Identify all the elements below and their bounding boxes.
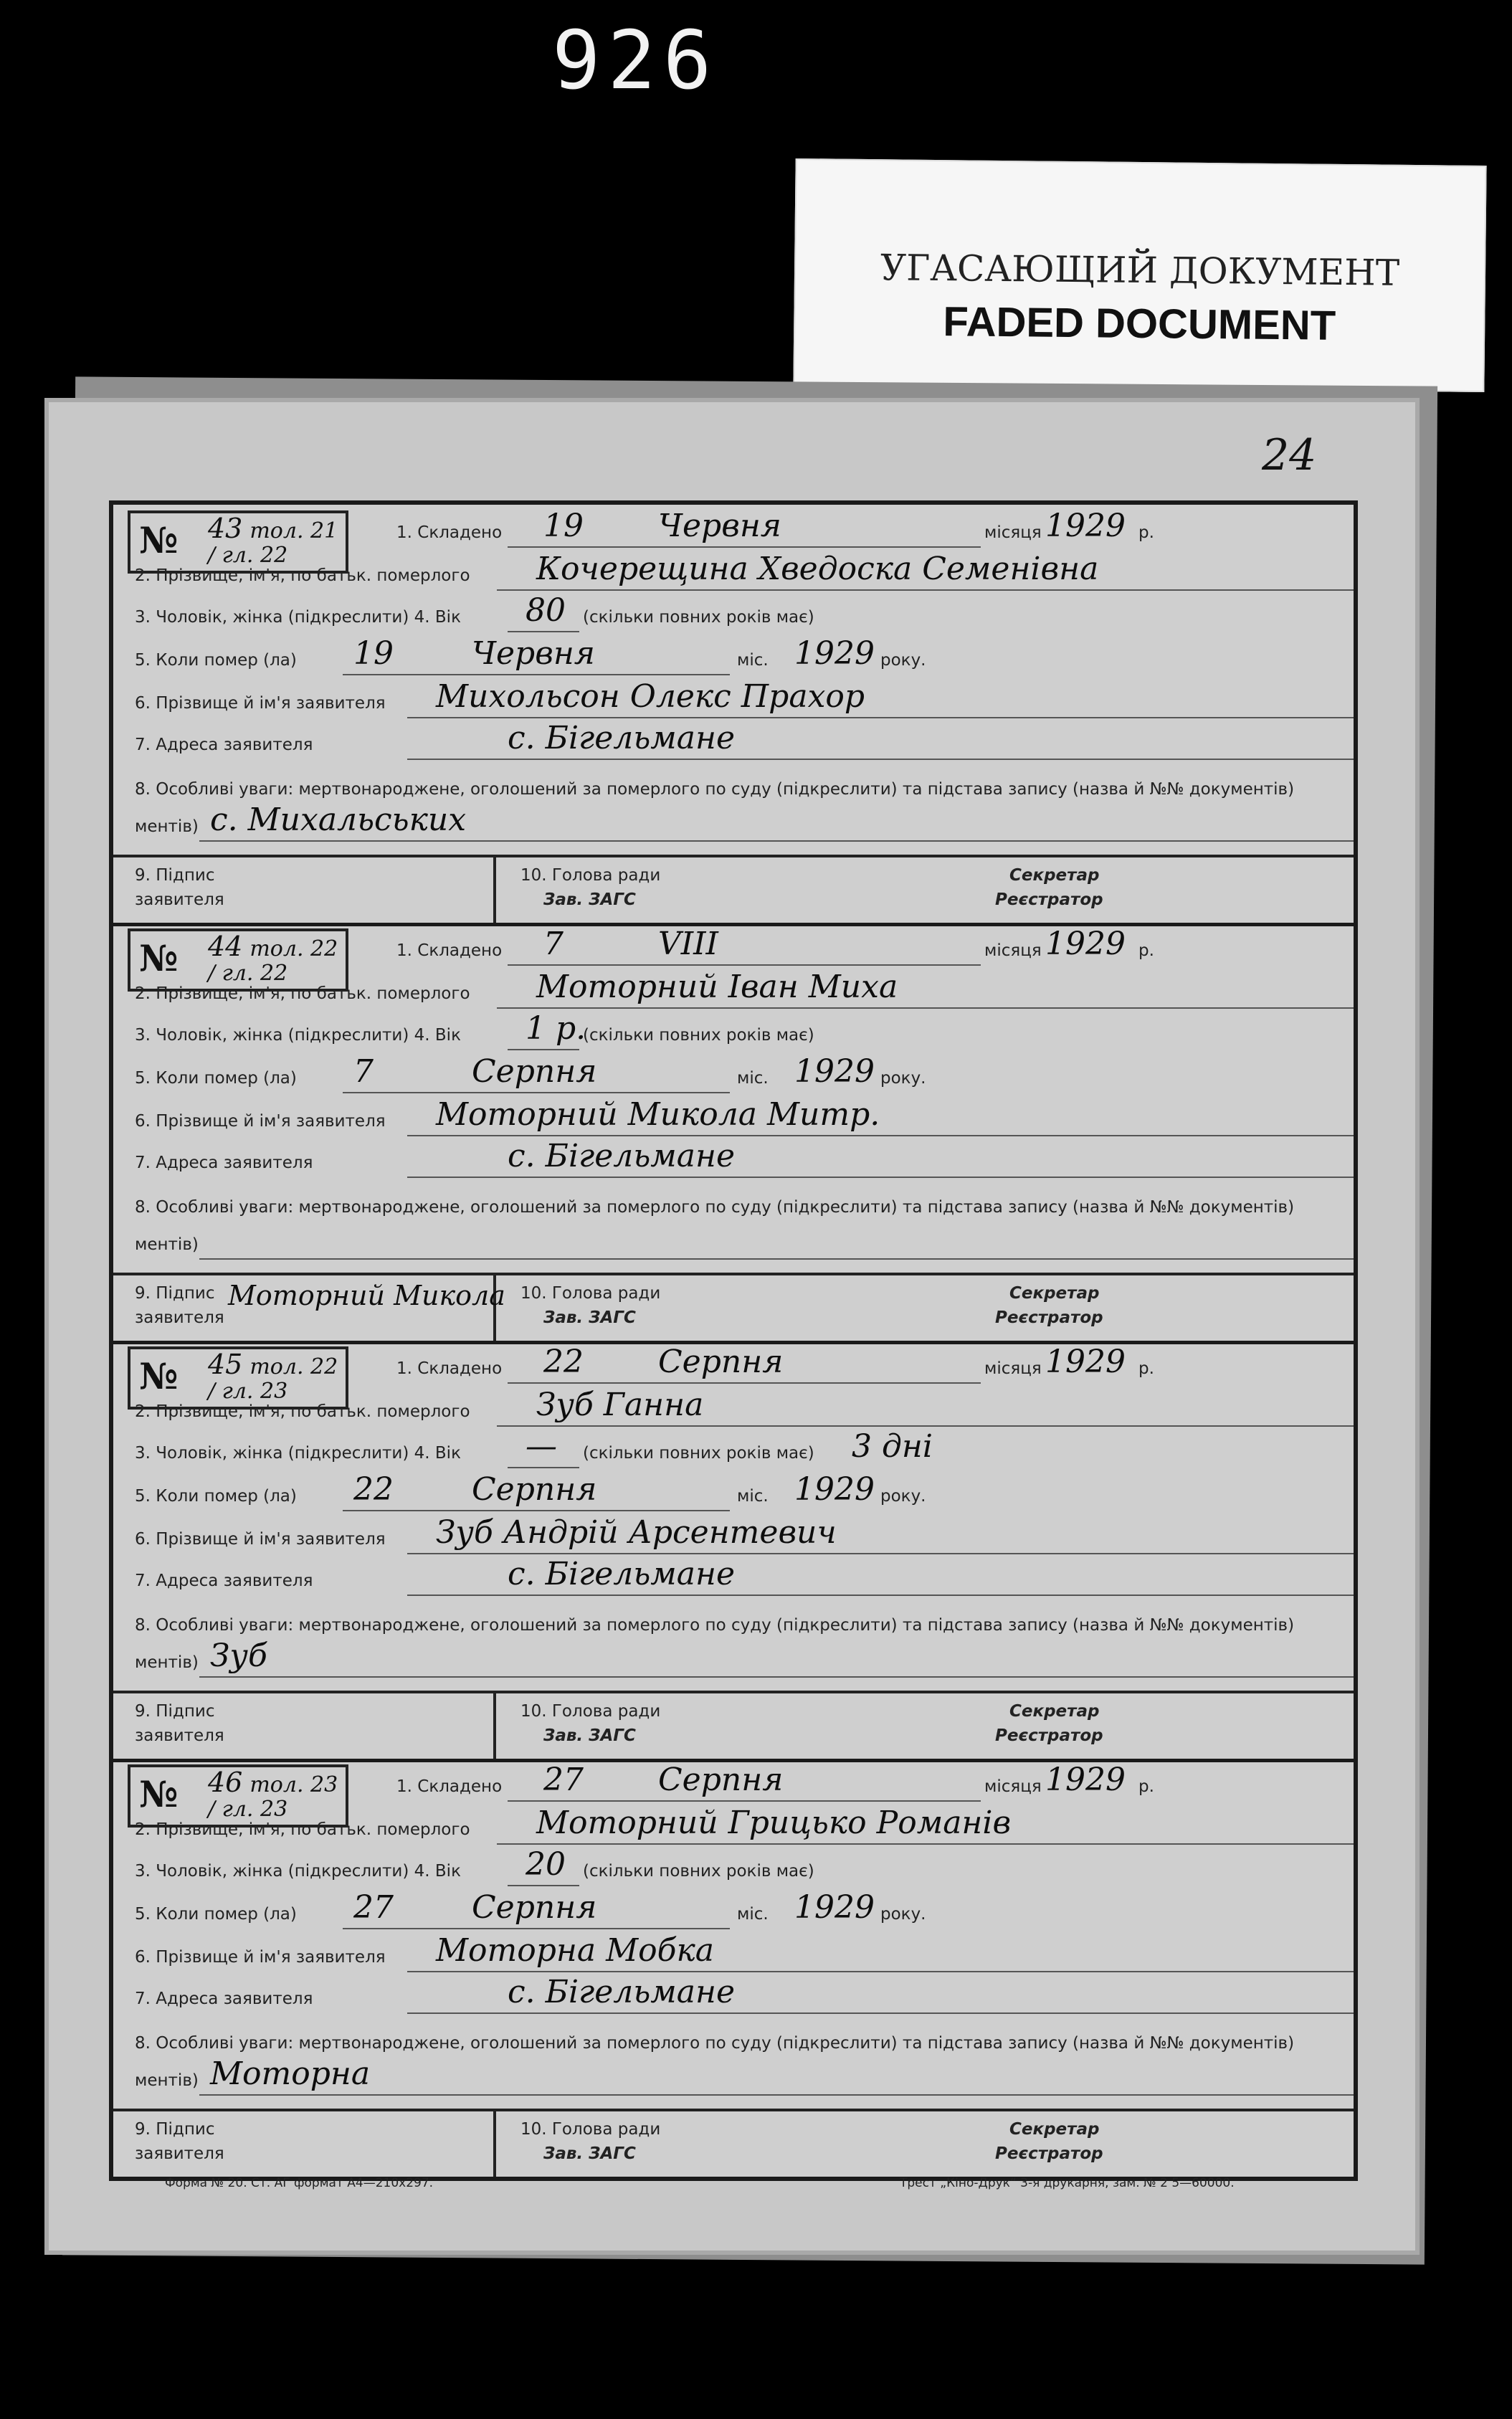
form-label: місяця — [984, 941, 1042, 960]
record-row — [135, 1556, 1339, 1603]
form-label: 8. Особливі уваги: мертвонароджене, оголошений за померлого по суду (підкреслити) та підстава запису (назва й №№ документів) — [135, 780, 1295, 799]
registrar-label: Реєстратор — [995, 1726, 1103, 1745]
signature-separator — [493, 855, 496, 923]
record-row — [135, 1230, 1339, 1267]
form-label: р. — [1138, 1777, 1154, 1796]
handwritten-entry: с. Бігельмане — [508, 720, 736, 756]
form-label: ментів) — [135, 1235, 199, 1254]
head-label: 10. Голова ради — [520, 866, 661, 885]
form-label: 6. Прізвище й ім'я заявителя — [135, 694, 386, 713]
fill-line — [343, 674, 730, 675]
registry-label: Зав. ЗАГС — [543, 2144, 636, 2163]
record-row — [135, 1096, 1339, 1144]
signature-row — [113, 1691, 1354, 1759]
signature-label-2: заявителя — [135, 1308, 224, 1327]
secretary-label: Секретар — [1009, 866, 1100, 885]
signature-row — [113, 2109, 1354, 2177]
fill-line — [508, 964, 981, 966]
handwritten-entry: 7 — [543, 926, 564, 962]
handwritten-entry: 27 — [543, 1762, 584, 1798]
registry-label: Зав. ЗАГС — [543, 1308, 636, 1327]
signature-label-1: 9. Підпис — [135, 2120, 215, 2139]
handwritten-entry: — — [526, 1428, 557, 1465]
record-block — [113, 1759, 1354, 2177]
record-margin-note: тол. 21 / гл. 22 — [208, 518, 338, 568]
death-records-form — [109, 500, 1358, 2181]
record-row — [135, 1387, 1339, 1434]
handwritten-entry: с. Бігельмане — [508, 1974, 736, 2010]
fill-line — [199, 2094, 1354, 2096]
form-label: 7. Адреса заявителя — [135, 1990, 313, 2008]
handwritten-entry: 1929 — [794, 1053, 875, 1090]
record-row — [135, 1610, 1339, 1648]
record-num: 44 — [208, 931, 243, 962]
handwritten-entry: 1929 — [794, 1471, 875, 1508]
handwritten-entry: 1929 — [794, 635, 875, 672]
record-row — [135, 1638, 1339, 1685]
form-label: 5. Коли помер (ла) — [135, 1487, 297, 1506]
record-row — [135, 1889, 1339, 1936]
form-label: 1. Складено — [396, 1359, 503, 1378]
signature-row-border — [113, 2109, 1354, 2111]
form-label: 3. Чоловік, жінка (підкреслити) 4. Вік — [135, 608, 461, 627]
form-label: ментів) — [135, 817, 199, 836]
head-label: 10. Голова ради — [520, 1284, 661, 1303]
signature-row-border — [113, 855, 1354, 857]
secretary-label: Секретар — [1009, 1284, 1100, 1303]
form-label: 2. Прізвище, ім'я, по батьк. померлого — [135, 566, 470, 585]
record-row — [135, 1344, 1339, 1391]
form-label: 8. Особливі уваги: мертвонароджене, оголошений за померлого по суду (підкреслити) та підстава запису (назва й №№ документів) — [135, 2034, 1295, 2053]
fill-line — [497, 1425, 1354, 1427]
fill-line — [199, 840, 1354, 842]
handwritten-entry: 3 дні — [852, 1428, 933, 1465]
fill-line — [497, 1007, 1354, 1009]
form-label: 6. Прізвище й ім'я заявителя — [135, 1112, 386, 1131]
form-label: року. — [880, 1069, 926, 1088]
fill-line — [199, 1676, 1354, 1678]
handwritten-entry: Кочерещина Хведоска Семенівна — [536, 551, 1099, 587]
form-label: місяця — [984, 523, 1042, 542]
signature-separator — [493, 2109, 496, 2177]
handwritten-entry: VIII — [658, 926, 718, 962]
handwritten-entry: Серпня — [472, 1889, 597, 1926]
head-label: 10. Голова ради — [520, 1702, 661, 1721]
form-label: 5. Коли помер (ла) — [135, 651, 297, 670]
handwritten-entry: с. Бігельмане — [508, 1556, 736, 1592]
record-row — [135, 802, 1339, 849]
record-row — [135, 1053, 1339, 1101]
label-ru: УГАСАЮЩИЙ ДОКУМЕНТ — [880, 247, 1400, 294]
fill-line — [508, 1467, 579, 1468]
record-row — [135, 926, 1339, 973]
handwritten-entry: 20 — [526, 1846, 566, 1883]
form-label: (скільки повних років має) — [583, 1026, 814, 1045]
handwritten-entry: с. Михальських — [210, 802, 467, 838]
record-row — [135, 1192, 1339, 1230]
head-label: 10. Голова ради — [520, 2120, 661, 2139]
handwritten-entry: Зуб — [210, 1638, 267, 1674]
record-row — [135, 1010, 1339, 1058]
fill-line — [508, 546, 981, 548]
signature-row — [113, 855, 1354, 923]
registry-label: Зав. ЗАГС — [543, 1726, 636, 1745]
record-row — [135, 1138, 1339, 1185]
handwritten-entry: 1929 — [794, 1889, 875, 1926]
form-label: 6. Прізвище й ім'я заявителя — [135, 1530, 386, 1549]
form-label: місяця — [984, 1359, 1042, 1378]
registrar-label: Реєстратор — [995, 2144, 1103, 2163]
signature-separator — [493, 1691, 496, 1759]
handwritten-entry: Серпня — [472, 1471, 597, 1508]
record-row — [135, 2056, 1339, 2103]
fill-line — [407, 1595, 1354, 1596]
fill-line — [508, 1885, 579, 1886]
record-number-sign: № — [139, 519, 179, 561]
fill-line — [407, 717, 1354, 718]
signature-row-border — [113, 1691, 1354, 1693]
fill-line — [343, 1510, 730, 1511]
form-label: ментів) — [135, 1653, 199, 1672]
handwritten-entry: 19 — [543, 508, 584, 544]
form-label: (скільки повних років має) — [583, 1862, 814, 1881]
form-label: 7. Адреса заявителя — [135, 1572, 313, 1590]
handwritten-entry: Моторна — [210, 2056, 371, 2092]
fill-line — [508, 1049, 579, 1050]
record-row — [135, 551, 1339, 598]
form-label: ментів) — [135, 2071, 199, 2090]
label-en: FADED DOCUMENT — [943, 298, 1336, 349]
handwritten-entry: Серпня — [472, 1053, 597, 1090]
signature-label-2: заявителя — [135, 2144, 224, 2163]
signature-row-border — [113, 1273, 1354, 1275]
handwritten-entry: Зуб Андрій Арсентевич — [436, 1514, 837, 1551]
record-num: 43 — [208, 513, 243, 544]
form-label: міс. — [737, 1487, 769, 1506]
record-row — [135, 1974, 1339, 2021]
fill-line — [407, 1971, 1354, 1972]
footer-right: Трест „Кіно-Друк“ 3-я друкарня, зам. № 2 5—60000. — [900, 2176, 1235, 2190]
form-label: 5. Коли помер (ла) — [135, 1905, 297, 1924]
record-row — [135, 1846, 1339, 1893]
record-num: 46 — [208, 1767, 243, 1798]
form-label: (скільки повних років має) — [583, 1444, 814, 1463]
footer-left: Форма № 20. Ст. АГ формат А4—210х297. — [165, 2176, 434, 2190]
handwritten-entry: Серпня — [658, 1344, 784, 1380]
fill-line — [407, 759, 1354, 760]
signature-label-2: заявителя — [135, 890, 224, 909]
handwritten-entry: 1 р. — [526, 1010, 586, 1047]
record-row — [135, 1805, 1339, 1852]
record-row — [135, 592, 1339, 640]
form-label: р. — [1138, 941, 1154, 960]
form-label: 3. Чоловік, жінка (підкреслити) 4. Вік — [135, 1026, 461, 1045]
fill-line — [199, 1258, 1354, 1260]
form-label: 1. Складено — [396, 523, 503, 542]
signature-label-1: 9. Підпис — [135, 866, 215, 885]
registrar-label: Реєстратор — [995, 890, 1103, 909]
handwritten-entry: 22 — [353, 1471, 394, 1508]
form-label: 7. Адреса заявителя — [135, 1154, 313, 1172]
registrar-label: Реєстратор — [995, 1308, 1103, 1327]
handwritten-entry: 1929 — [1045, 926, 1126, 962]
form-label: 1. Складено — [396, 1777, 503, 1796]
handwritten-entry: 80 — [526, 592, 566, 629]
form-label: 3. Чоловік, жінка (підкреслити) 4. Вік — [135, 1862, 461, 1881]
form-label: 8. Особливі уваги: мертвонароджене, оголошений за померлого по суду (підкреслити) та підстава запису (назва й №№ документів) — [135, 1198, 1295, 1217]
handwritten-entry: 7 — [353, 1053, 374, 1090]
handwritten-entry: 19 — [353, 635, 394, 672]
handwritten-entry: Моторний Іван Миха — [536, 969, 898, 1005]
handwritten-entry: 1929 — [1045, 1762, 1126, 1798]
record-row — [135, 1471, 1339, 1519]
record-number-sign: № — [139, 1773, 179, 1815]
form-label: року. — [880, 1905, 926, 1924]
fill-line — [497, 589, 1354, 591]
secretary-label: Секретар — [1009, 1702, 1100, 1721]
frame-number: 926 — [552, 14, 719, 108]
fill-line — [407, 2012, 1354, 2014]
form-label: (скільки повних років має) — [583, 608, 814, 627]
form-label: 2. Прізвище, ім'я, по батьк. померлого — [135, 1820, 470, 1839]
record-row — [135, 1932, 1339, 1980]
record-row — [135, 969, 1339, 1016]
registry-label: Зав. ЗАГС — [543, 890, 636, 909]
form-label: місяця — [984, 1777, 1042, 1796]
record-block — [113, 1341, 1354, 1762]
record-block — [113, 505, 1354, 926]
form-label: року. — [880, 651, 926, 670]
record-num: 45 — [208, 1349, 243, 1380]
signature-label-1: 9. Підпис — [135, 1284, 215, 1303]
record-row — [135, 1514, 1339, 1562]
fill-line — [407, 1553, 1354, 1554]
record-margin-note: тол. 23 / гл. 23 — [208, 1772, 338, 1822]
record-number-sign: № — [139, 937, 179, 979]
record-row — [135, 508, 1339, 555]
form-label: 8. Особливі уваги: мертвонароджене, оголошений за померлого по суду (підкреслити) та підстава запису (назва й №№ документів) — [135, 1616, 1295, 1635]
record-row — [135, 1428, 1339, 1475]
handwritten-entry: с. Бігельмане — [508, 1138, 736, 1174]
form-label: міс. — [737, 1069, 769, 1088]
fill-line — [407, 1177, 1354, 1178]
faded-document-label — [793, 158, 1486, 392]
record-row — [135, 1762, 1339, 1809]
handwritten-entry: 27 — [353, 1889, 394, 1926]
form-label: 7. Адреса заявителя — [135, 736, 313, 754]
record-block — [113, 923, 1354, 1344]
handwritten-entry: Червня — [472, 635, 595, 672]
form-label: р. — [1138, 523, 1154, 542]
handwritten-entry: Михольсон Олекс Прахор — [436, 678, 865, 715]
form-label: 3. Чоловік, жінка (підкреслити) 4. Вік — [135, 1444, 461, 1463]
signature-label-1: 9. Підпис — [135, 1702, 215, 1721]
form-label: р. — [1138, 1359, 1154, 1378]
record-margin-note: тол. 22 / гл. 23 — [208, 1354, 338, 1404]
page-number: 24 — [1262, 430, 1317, 480]
handwritten-entry: Серпня — [658, 1762, 784, 1798]
handwritten-entry: 1929 — [1045, 1344, 1126, 1380]
form-label: міс. — [737, 651, 769, 670]
fill-line — [508, 631, 579, 632]
form-label: 5. Коли помер (ла) — [135, 1069, 297, 1088]
fill-line — [343, 1928, 730, 1929]
form-label: 1. Складено — [396, 941, 503, 960]
handwritten-entry: Зуб Ганна — [536, 1387, 704, 1423]
fill-line — [508, 1382, 981, 1384]
handwritten-entry: Моторний Микола Митр. — [436, 1096, 880, 1133]
handwritten-entry: Моторний Грицько Романів — [536, 1805, 1012, 1841]
handwritten-entry: Моторна Мобка — [436, 1932, 715, 1969]
handwritten-entry: 22 — [543, 1344, 584, 1380]
form-label: міс. — [737, 1905, 769, 1924]
record-margin-note: тол. 22 / гл. 22 — [208, 936, 338, 986]
fill-line — [343, 1092, 730, 1093]
signature-row — [113, 1273, 1354, 1341]
handwritten-entry: Червня — [658, 508, 781, 544]
form-label: 2. Прізвище, ім'я, по батьк. померлого — [135, 1402, 470, 1421]
declarant-signature: Моторний Микола — [228, 1280, 505, 1311]
signature-label-2: заявителя — [135, 1726, 224, 1745]
secretary-label: Секретар — [1009, 2120, 1100, 2139]
fill-line — [497, 1843, 1354, 1845]
fill-line — [508, 1800, 981, 1802]
record-number-sign: № — [139, 1355, 179, 1397]
record-row — [135, 720, 1339, 767]
record-row — [135, 635, 1339, 683]
form-label: 2. Прізвище, ім'я, по батьк. померлого — [135, 984, 470, 1003]
form-label: 6. Прізвище й ім'я заявителя — [135, 1948, 386, 1967]
form-label: року. — [880, 1487, 926, 1506]
handwritten-entry: 1929 — [1045, 508, 1126, 544]
fill-line — [407, 1135, 1354, 1136]
record-row — [135, 678, 1339, 726]
